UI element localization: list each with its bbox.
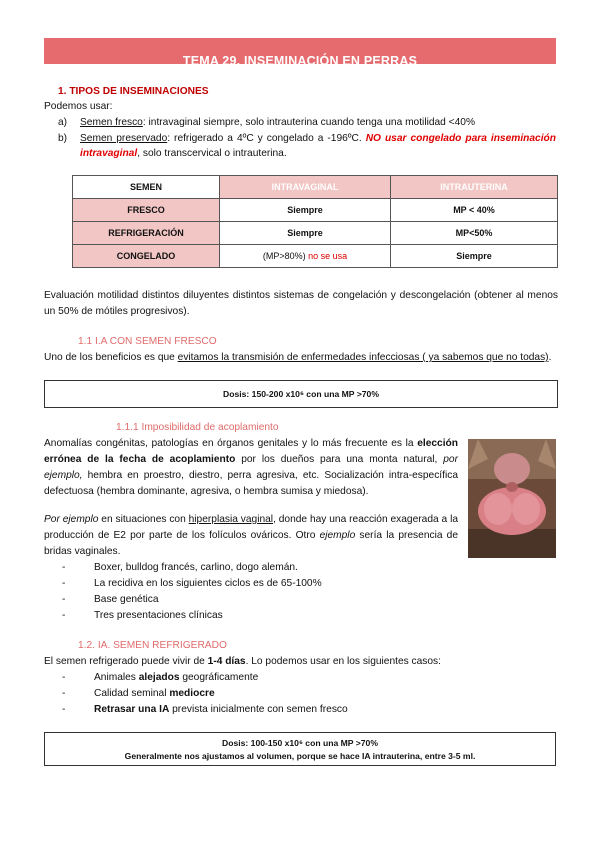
table-header-cell: INTRAUTERINA: [391, 176, 558, 199]
row-label: CONGELADO: [73, 245, 220, 268]
item-tail: , solo transcervical o intrauterina.: [137, 148, 287, 159]
text-after: . Lo podemos usar en los siguientes casos:: [245, 656, 441, 667]
item-marker: a): [58, 117, 68, 128]
bold-phrase: 1-4 días: [207, 656, 246, 667]
title-bar: [44, 38, 556, 68]
section12-intro: [44, 654, 441, 669]
item-warning: NO usar congelado para inseminación intravaginal: [80, 133, 556, 159]
cell-note: no se usa: [308, 250, 348, 261]
dose-box-refrigerated: [44, 732, 556, 766]
item-text: : intravaginal siempre, solo intrauterina cuando tenga una motilidad <40%: [142, 117, 476, 128]
section111-para2: Por ejemplo en situaciones con hiperplasia vaginal, donde hay una reacción exagerada a la producción de E2 por parte de los folículos ováricos. Otro ejemplo sería la presencia de bridas vaginales.: [44, 514, 459, 557]
text-underlined: evitamos la transmisión de enfermedades infecciosas ( ya sabemos que no todas): [177, 352, 549, 363]
table-header-row: [73, 176, 558, 199]
section111-heading: 1.1.1 Imposibilidad de acoplamiento: [116, 422, 279, 433]
italic-phrase: por ejemplo,: [44, 454, 458, 481]
table-row: [73, 199, 558, 222]
cell-value: (MP>80%): [262, 250, 306, 261]
italic-phrase: Por ejemplo: [44, 514, 99, 525]
table-cell: Siempre: [220, 199, 391, 222]
table-cell: [220, 245, 391, 268]
photo-illustration: [468, 439, 556, 558]
table-header-cell: INTRAVAGINAL: [220, 176, 391, 199]
text-before: Uno de los beneficios es que: [44, 352, 178, 363]
table-row: [73, 222, 558, 245]
underlined-phrase: hiperplasia vaginal: [188, 514, 274, 525]
dose-box-fresh: Dosis: 150-200 x10⁶ con una MP >70%: [44, 380, 558, 408]
row-label: FRESCO: [73, 199, 220, 222]
page-title: TEMA 29. INSEMINACIÓN EN PERRAS: [182, 54, 418, 68]
item-term: Semen fresco: [80, 117, 143, 128]
dose-line: Dosis: 100-150 x10⁶ con una MP >70%: [222, 738, 378, 748]
table-cell: Siempre: [391, 245, 558, 268]
table-row: [73, 245, 558, 268]
table-header-cell: SEMEN: [73, 176, 220, 199]
table-cell: Siempre: [220, 222, 391, 245]
table-cell: MP < 40%: [391, 199, 558, 222]
dose-note: Generalmente nos ajustamos al volumen, porque se hace IA intrauterina, entre 3-5 ml.: [124, 751, 476, 761]
vaginal-hyperplasia-photo: [468, 439, 556, 558]
text-after: .: [548, 352, 552, 363]
evaluation-paragraph: Evaluación motilidad distintos diluyentes distintos sistemas de congelación y descongelación (obtener al menos un 50% de mótiles progresivos).: [44, 290, 558, 317]
item-marker: b): [58, 133, 68, 144]
item-term: Semen preservado: [80, 133, 168, 144]
bold-phrase: elección errónea de la fecha de acoplamiento: [44, 438, 458, 465]
section11-text: [44, 350, 551, 365]
section1-intro: Podemos usar:: [44, 101, 113, 112]
section12-heading: 1.2. IA. SEMEN REFRIGERADO: [78, 640, 227, 651]
text-before: El semen refrigerado puede vivir de: [44, 656, 208, 667]
item-text: : refrigerado a 4ºC y congelado a -196ºC.: [167, 133, 366, 144]
semen-table: [72, 175, 558, 268]
section11-heading: 1.1 I.A CON SEMEN FRESCO: [78, 336, 217, 347]
italic-phrase: ejemplo: [319, 530, 356, 541]
table-cell: MP<50%: [391, 222, 558, 245]
section111-para1: Anomalías congénitas, patologías en órganos genitales y lo más frecuente es la elección errónea de la fecha de acoplamiento por los dueños para una monta natural, por ejemplo, hembra en proestro, diestro, perra agresiva, etc. Socialización intra-específica defectuosa (hembra dominante, agresiva, o hembra sumisa y miedosa).: [44, 438, 458, 497]
row-label: REFRIGERACIÓN: [73, 222, 220, 245]
section1-heading: 1. TIPOS DE INSEMINACIONES: [58, 86, 209, 97]
